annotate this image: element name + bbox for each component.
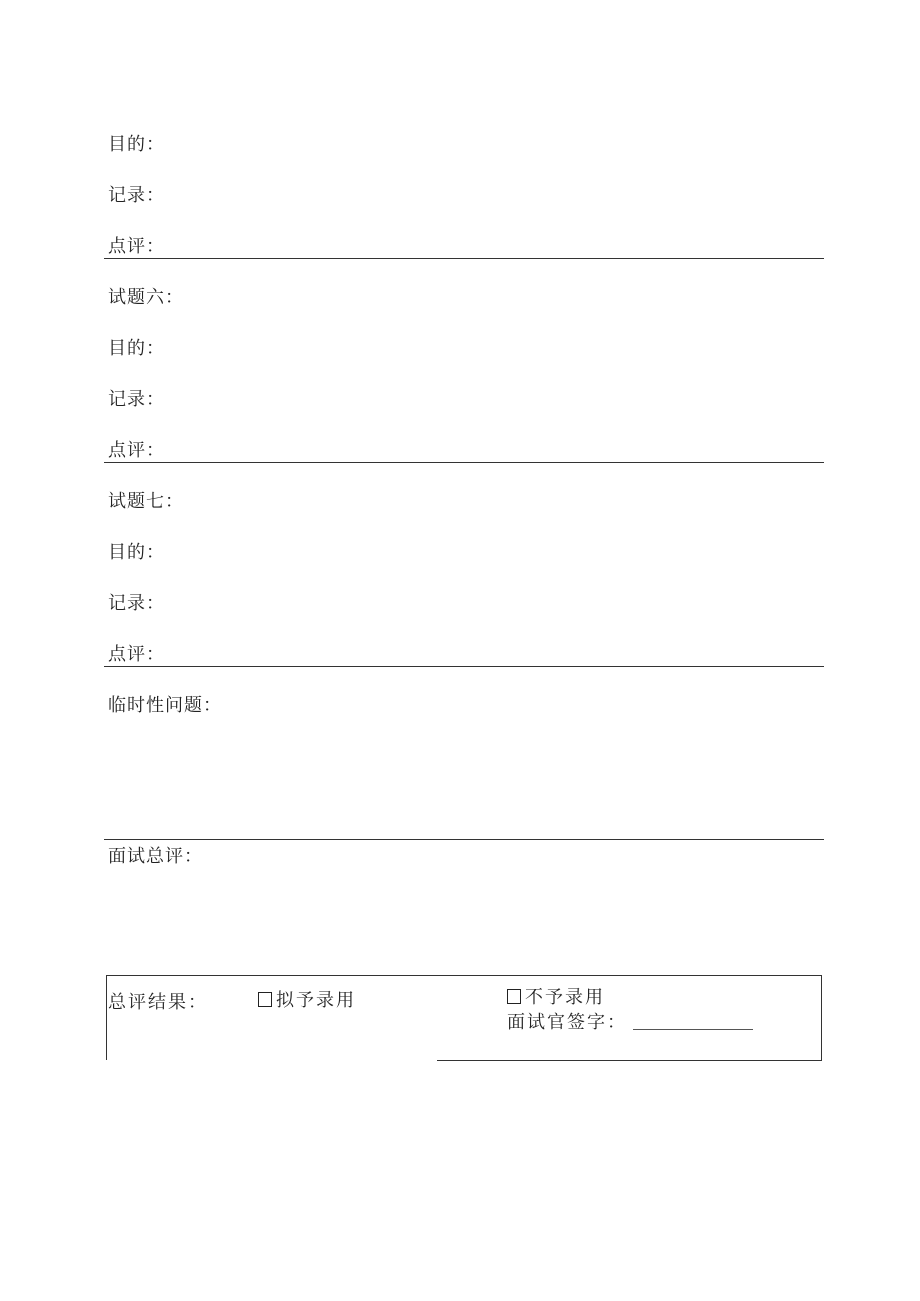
option-hire-label: 拟予录用: [276, 990, 356, 1011]
section6-record-label: 记录：: [108, 389, 165, 410]
checkbox-icon[interactable]: [507, 989, 521, 1004]
section5-purpose-label: 目的：: [108, 134, 165, 155]
section6-purpose-label: 目的：: [108, 338, 165, 359]
signature-line[interactable]: [633, 1029, 753, 1030]
section6-divider: [104, 462, 824, 463]
option-reject-label: 不予录用: [525, 987, 605, 1008]
adhoc-divider: [104, 839, 824, 840]
section7-comment-label: 点评：: [108, 644, 165, 665]
section7-title: 试题七：: [108, 491, 184, 512]
section6-comment-label: 点评：: [108, 440, 165, 461]
result-box-right-border: [821, 975, 822, 1061]
checkbox-icon[interactable]: [258, 992, 272, 1007]
adhoc-questions-label: 临时性问题：: [108, 695, 222, 716]
result-box-top-border: [106, 975, 822, 976]
overall-evaluation-label: 面试总评：: [108, 846, 203, 867]
section7-purpose-label: 目的：: [108, 542, 165, 563]
result-label: 总评结果：: [108, 992, 208, 1013]
section6-title: 试题六：: [108, 287, 184, 308]
section5-divider: [104, 258, 824, 259]
option-hire[interactable]: [258, 990, 356, 1012]
section5-comment-label: 点评：: [108, 236, 165, 257]
result-box-bottom-border: [437, 1060, 822, 1061]
result-box-left-border: [106, 975, 107, 1060]
section5-record-label: 记录：: [108, 185, 165, 206]
section7-record-label: 记录：: [108, 593, 165, 614]
option-reject[interactable]: [507, 987, 605, 1009]
interviewer-signature-label: 面试官签字：: [507, 1012, 627, 1033]
section7-divider: [104, 666, 824, 667]
